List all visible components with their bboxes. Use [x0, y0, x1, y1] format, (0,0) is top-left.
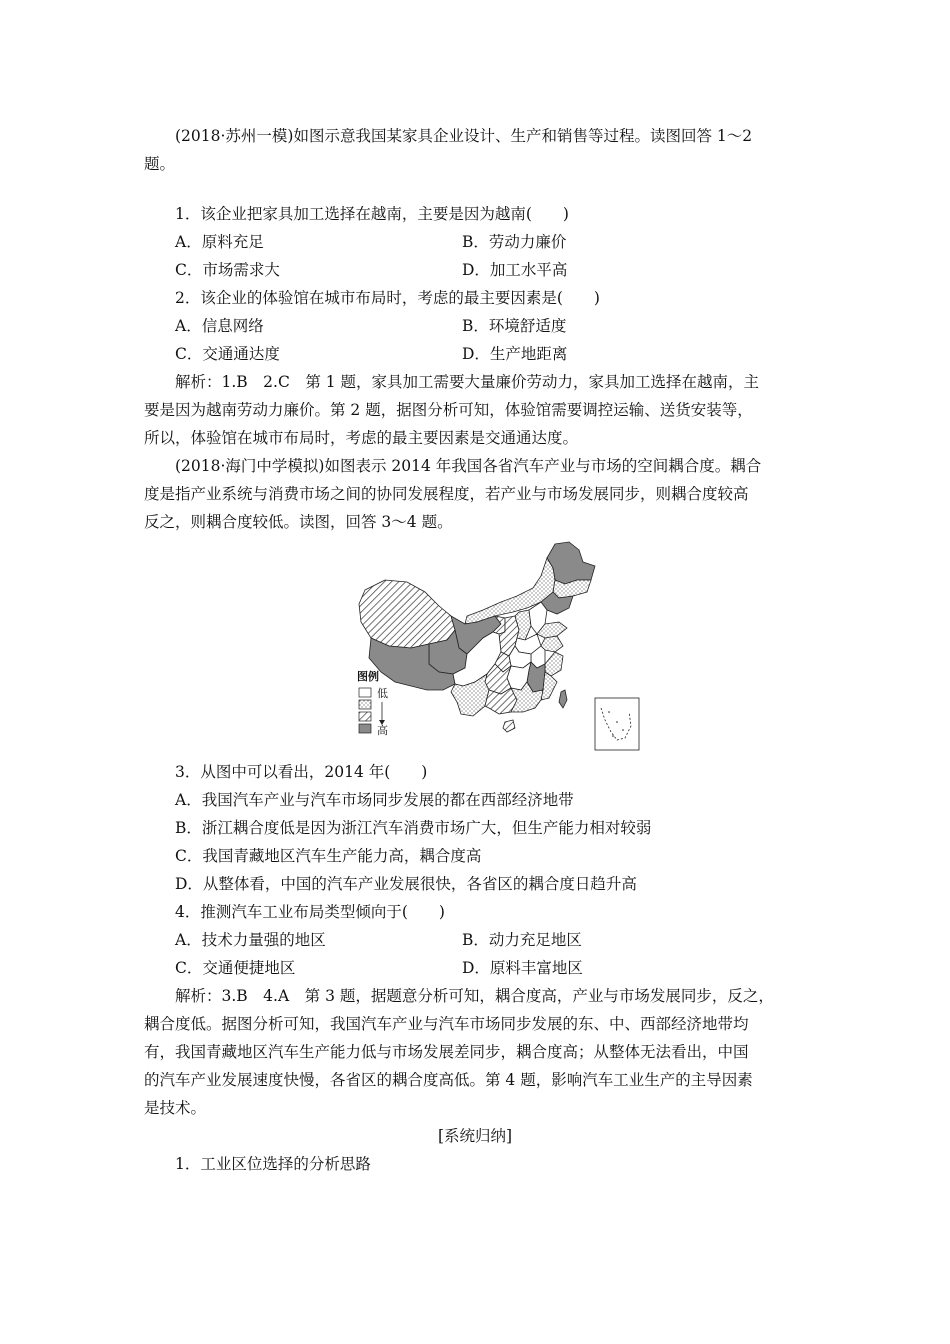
q4-stem: 4．推测汽车工业布局类型倾向于( ): [175, 903, 445, 921]
summary-title: [系统归纳]: [437, 1127, 513, 1145]
region-zhejiang: [545, 652, 563, 676]
q3-option-b: B．浙江耦合度低是因为浙江汽车消费市场广大，但生产能力相对较弱: [175, 819, 652, 837]
intro-2-line-1: (2018·海门中学模拟)如图表示 2014 年我国各省汽车产业与市场的空间耦合度。耦合: [175, 457, 762, 475]
q4-option-b: B．动力充足地区: [462, 931, 582, 949]
intro-1-line-2: 题。: [144, 155, 176, 173]
q3-stem: 3．从图中可以看出，2014 年( ): [175, 763, 428, 781]
china-coupling-map: [355, 540, 645, 755]
analysis-2-line-1: 解析：3.B 4.A 第 3 题，据题意分析可知，耦合度高，产业与市场发展同步，反之，: [175, 987, 774, 1005]
legend-swatch-4: [359, 724, 371, 733]
q4-option-a: A．技术力量强的地区: [175, 931, 326, 949]
q4-option-c: C．交通便捷地区: [175, 959, 296, 977]
analysis-1-line-2: 要是因为越南劳动力廉价。第 2 题，据图分析可知，体验馆需要调控运输、送货安装等，: [144, 401, 753, 419]
legend-swatch-2: [359, 700, 371, 709]
analysis-2-line-5: 是技术。: [144, 1099, 207, 1117]
q1-option-b: B．劳动力廉价: [462, 233, 567, 251]
q3-option-d: D．从整体看，中国的汽车产业发展很快，各省区的耦合度日趋升高: [175, 875, 637, 893]
analysis-2-line-4: 的汽车产业发展速度快慢，各省区的耦合度高低。第 4 题，影响汽车工业生产的主导因素: [144, 1071, 753, 1089]
analysis-2-line-3: 有，我国青藏地区汽车生产能力低与市场发展差同步，耦合度高；从整体无法看出，中国: [144, 1043, 749, 1061]
q2-option-a: A．信息网络: [175, 317, 264, 335]
south-china-sea-inset: [595, 698, 639, 750]
q2-option-b: B．环境舒适度: [462, 317, 567, 335]
q4-option-d: D．原料丰富地区: [462, 959, 583, 977]
q1-option-d: D．加工水平高: [462, 261, 568, 279]
q3-option-c: C．我国青藏地区汽车生产能力高，耦合度高: [175, 847, 482, 865]
legend-swatch-3: [359, 712, 371, 721]
legend-low-label: 低: [377, 688, 388, 700]
region-shanxi: [515, 610, 531, 640]
intro-2-line-3: 反之，则耦合度较低。读图，回答 3～4 题。: [144, 513, 453, 531]
summary-item-1: 1．工业区位选择的分析思路: [175, 1155, 371, 1173]
legend-swatch-1: [359, 688, 371, 697]
analysis-1-line-1: 解析：1.B 2.C 第 1 题，家具加工需要大量廉价劳动力，家具加工选择在越南，主: [175, 373, 760, 391]
analysis-1-line-3: 所以，体验馆在城市布局时，考虑的最主要因素是交通通达度。: [144, 429, 579, 447]
q1-option-a: A．原料充足: [175, 233, 264, 251]
q3-option-a: A．我国汽车产业与汽车市场同步发展的都在西部经济地带: [175, 791, 574, 809]
q1-stem: 1．该企业把家具加工选择在越南，主要是因为越南( ): [175, 205, 569, 223]
map-legend: [357, 669, 388, 737]
q1-option-c: C．市场需求大: [175, 261, 280, 279]
intro-2-line-2: 度是指产业系统与消费市场之间的协同发展程度，若产业与市场发展同步，则耦合度较高: [144, 485, 749, 503]
q2-option-c: C．交通通达度: [175, 345, 280, 363]
region-xinjiang: [359, 580, 455, 648]
region-taiwan: [559, 690, 567, 708]
q2-option-d: D．生产地距离: [462, 345, 568, 363]
legend-title: 图例: [357, 671, 379, 683]
q2-stem: 2．该企业的体验馆在城市布局时，考虑的最主要因素是( ): [175, 289, 600, 307]
region-jilin: [553, 580, 591, 598]
intro-1-line-1: (2018·苏州一模)如图示意我国某家具企业设计、生产和销售等过程。读图回答 1～2: [175, 127, 753, 145]
region-hainan: [503, 720, 515, 732]
analysis-2-line-2: 耦合度低。据图分析可知，我国汽车产业与汽车市场同步发展的东、中、西部经济地带均: [144, 1015, 749, 1033]
legend-high-label: 高: [377, 725, 388, 737]
